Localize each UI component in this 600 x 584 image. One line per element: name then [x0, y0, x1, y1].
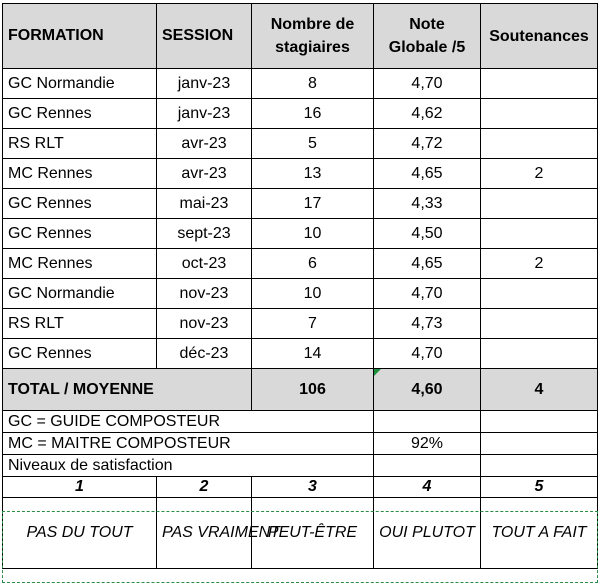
cell-formation[interactable]: GC Rennes	[3, 339, 157, 369]
cell-soutenances[interactable]	[481, 219, 598, 249]
table-row	[3, 279, 598, 309]
scale-number[interactable]: 4	[374, 477, 481, 498]
cell-note[interactable]: 4,72	[374, 129, 481, 159]
cell-session[interactable]: déc-23	[157, 339, 252, 369]
satisfaction-percent[interactable]: 92%	[374, 433, 481, 455]
scale-label[interactable]: PAS DU TOUT	[3, 498, 157, 569]
cell-soutenances[interactable]: 2	[481, 249, 598, 279]
cell-session[interactable]: sept-23	[157, 219, 252, 249]
cell-formation[interactable]: MC Rennes	[3, 249, 157, 279]
total-note: 4,60	[411, 380, 443, 398]
cell-stagiaires[interactable]: 5	[252, 129, 374, 159]
cell-formation[interactable]: GC Normandie	[3, 279, 157, 309]
legend-row-niveaux	[3, 455, 598, 477]
cell-formation[interactable]: MC Rennes	[3, 159, 157, 189]
cell-stagiaires[interactable]: 13	[252, 159, 374, 189]
cell-note[interactable]: 4,33	[374, 189, 481, 219]
cell-note[interactable]: 4,70	[374, 279, 481, 309]
cell-note[interactable]: 4,70	[374, 339, 481, 369]
cell-note[interactable]: 4,70	[374, 69, 481, 99]
scale-number[interactable]: 2	[157, 477, 252, 498]
table-row	[3, 159, 598, 189]
cell-note[interactable]: 4,65	[374, 249, 481, 279]
cell-soutenances[interactable]	[481, 309, 598, 339]
cell-soutenances[interactable]	[481, 189, 598, 219]
total-row	[3, 369, 598, 411]
cell-session[interactable]: janv-23	[157, 69, 252, 99]
cell-soutenances[interactable]	[481, 279, 598, 309]
cell-session[interactable]: avr-23	[157, 129, 252, 159]
cell-session[interactable]: oct-23	[157, 249, 252, 279]
cell-soutenances[interactable]	[481, 69, 598, 99]
cell-session[interactable]: janv-23	[157, 99, 252, 129]
legend-empty-cell[interactable]	[481, 433, 598, 455]
cell-note[interactable]: 4,50	[374, 219, 481, 249]
header-row	[3, 4, 598, 69]
cell-formation[interactable]: RS RLT	[3, 309, 157, 339]
cell-stagiaires[interactable]: 10	[252, 279, 374, 309]
scale-label[interactable]: PAS VRAIMENT	[157, 498, 252, 569]
scale-label[interactable]: TOUT A FAIT	[481, 498, 598, 569]
scale-number[interactable]: 3	[252, 477, 374, 498]
header-session[interactable]: SESSION	[157, 4, 252, 69]
legend-niveaux[interactable]: Niveaux de satisfaction	[3, 455, 374, 477]
scale-number-row	[3, 477, 598, 498]
cell-stagiaires[interactable]: 16	[252, 99, 374, 129]
cell-formation[interactable]: GC Rennes	[3, 189, 157, 219]
cell-soutenances[interactable]	[481, 339, 598, 369]
cell-soutenances[interactable]: 2	[481, 159, 598, 189]
table-row	[3, 69, 598, 99]
scale-number[interactable]: 5	[481, 477, 598, 498]
total-soutenances[interactable]: 4	[481, 369, 598, 411]
cell-formation[interactable]: RS RLT	[3, 129, 157, 159]
cell-stagiaires[interactable]: 8	[252, 69, 374, 99]
legend-empty-cell[interactable]	[374, 411, 481, 433]
legend-row-mc	[3, 433, 598, 455]
table-row	[3, 249, 598, 279]
scale-number[interactable]: 1	[3, 477, 157, 498]
cell-stagiaires[interactable]: 6	[252, 249, 374, 279]
table-row	[3, 129, 598, 159]
cell-note[interactable]: 4,62	[374, 99, 481, 129]
legend-empty-cell[interactable]	[481, 411, 598, 433]
table-row	[3, 339, 598, 369]
total-label[interactable]: TOTAL / MOYENNE	[3, 369, 252, 411]
cell-formation[interactable]: GC Rennes	[3, 219, 157, 249]
cell-formation[interactable]: GC Normandie	[3, 69, 157, 99]
cell-soutenances[interactable]	[481, 129, 598, 159]
cell-stagiaires[interactable]: 14	[252, 339, 374, 369]
table-row	[3, 309, 598, 339]
legend-gc[interactable]: GC = GUIDE COMPOSTEUR	[3, 411, 374, 433]
comment-indicator-icon[interactable]	[374, 369, 381, 376]
header-soutenances[interactable]: Soutenances	[481, 4, 598, 69]
cell-formation[interactable]: GC Rennes	[3, 99, 157, 129]
total-note-cell[interactable]	[374, 369, 481, 411]
table-row	[3, 189, 598, 219]
cell-session[interactable]: nov-23	[157, 309, 252, 339]
cell-note[interactable]: 4,73	[374, 309, 481, 339]
cell-session[interactable]: nov-23	[157, 279, 252, 309]
legend-empty-cell[interactable]	[374, 455, 481, 477]
cell-session[interactable]: avr-23	[157, 159, 252, 189]
scale-label[interactable]: PEUT-ÊTRE	[252, 498, 374, 569]
table-row	[3, 99, 598, 129]
cell-stagiaires[interactable]: 10	[252, 219, 374, 249]
cell-soutenances[interactable]	[481, 99, 598, 129]
cell-session[interactable]: mai-23	[157, 189, 252, 219]
cell-stagiaires[interactable]: 7	[252, 309, 374, 339]
table-row	[3, 219, 598, 249]
legend-mc[interactable]: MC = MAITRE COMPOSTEUR	[3, 433, 374, 455]
scale-label-row	[3, 498, 598, 569]
cell-stagiaires[interactable]: 17	[252, 189, 374, 219]
total-stagiaires[interactable]: 106	[252, 369, 374, 411]
cell-note[interactable]: 4,65	[374, 159, 481, 189]
legend-row-gc	[3, 411, 598, 433]
scale-label[interactable]: OUI PLUTOT	[374, 498, 481, 569]
formation-table	[2, 3, 598, 569]
header-formation[interactable]: FORMATION	[3, 4, 157, 69]
legend-empty-cell[interactable]	[481, 455, 598, 477]
header-stagiaires[interactable]: Nombre de stagiaires	[252, 4, 374, 69]
header-note[interactable]: Note Globale /5	[374, 4, 481, 69]
